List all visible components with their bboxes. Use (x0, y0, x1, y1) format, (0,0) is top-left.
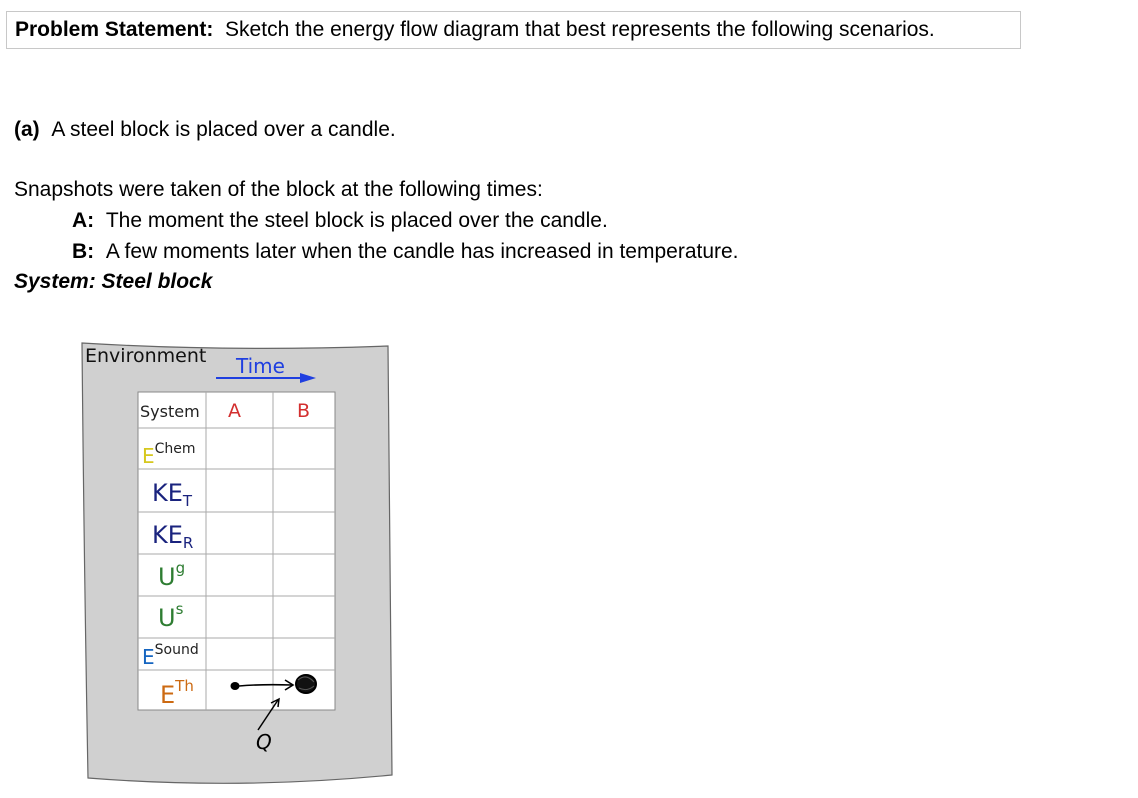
snapshot-a-text: The moment the steel block is placed over the candle. (105, 209, 608, 232)
energy-row-base: E (142, 444, 155, 468)
problem-statement-label: Problem Statement: (15, 18, 214, 41)
col-a-header: A (228, 400, 241, 422)
energy-table (138, 392, 335, 710)
energy-row-subscript: R (182, 534, 194, 552)
col-b-header: B (297, 400, 311, 422)
energy-row-base: U (158, 604, 176, 632)
system-line: System: Steel block (14, 270, 213, 293)
q-label: Q (256, 730, 272, 754)
snapshots-intro: Snapshots were taken of the block at the following times: (14, 178, 543, 201)
part-a-label: (a) (14, 118, 40, 141)
snapshot-b-label: B: (72, 240, 95, 263)
energy-row-subscript: T (182, 492, 193, 510)
energy-row-base: E (142, 645, 155, 669)
blob-b-marker (296, 675, 316, 693)
energy-row-superscript: s (175, 600, 184, 618)
dot-a-marker (231, 682, 240, 690)
energy-row-base: KE (152, 479, 183, 507)
snapshot-a-label: A: (72, 209, 95, 232)
energy-row-base: U (158, 563, 176, 591)
environment-label: Environment (85, 345, 207, 367)
problem-statement-text: Sketch the energy flow diagram that best represents the following scenarios. (225, 18, 935, 41)
snapshot-b-text: A few moments later when the candle has increased in temperature. (105, 240, 739, 263)
energy-row-superscript: Th (175, 677, 194, 695)
time-label: Time (236, 354, 285, 378)
system-header: System (140, 402, 200, 421)
energy-row-base: E (160, 681, 176, 709)
energy-row-superscript: Sound (154, 642, 199, 658)
energy-row-base: KE (152, 521, 183, 549)
energy-row-superscript: g (175, 559, 186, 577)
part-a-text: A steel block is placed over a candle. (51, 118, 396, 141)
energy-row-superscript: Chem (154, 441, 196, 457)
